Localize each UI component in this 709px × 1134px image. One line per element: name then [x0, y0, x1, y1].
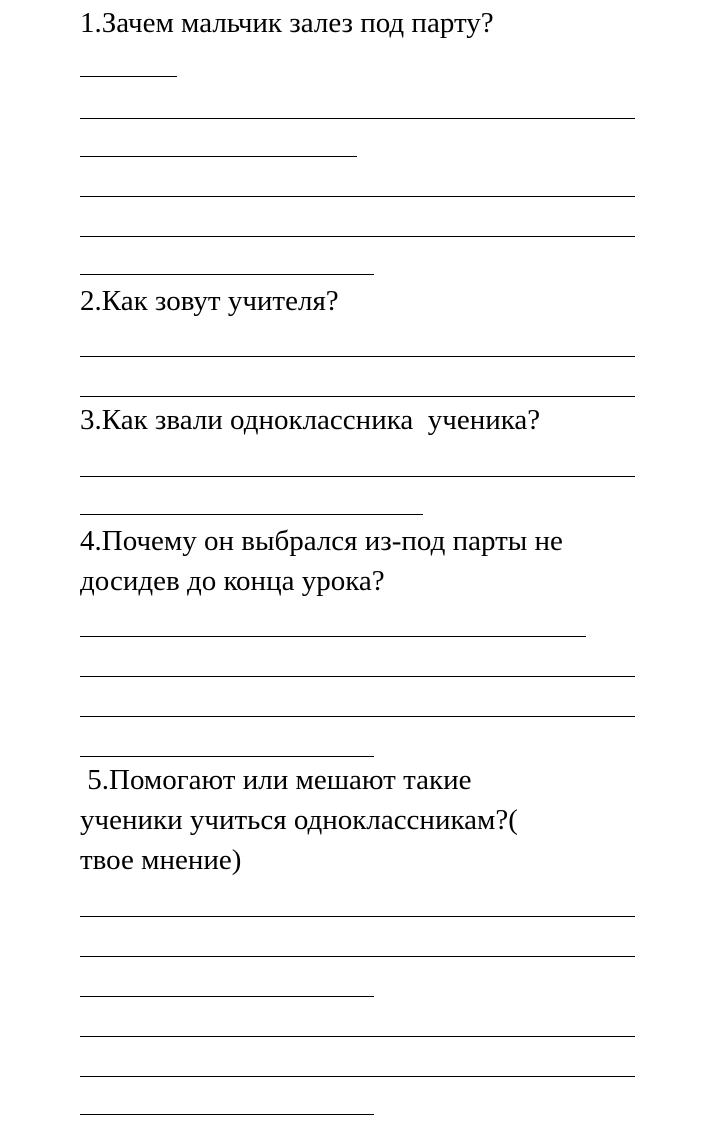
answer-line[interactable] [80, 916, 635, 917]
answer-line[interactable] [80, 716, 635, 717]
answer-line[interactable] [80, 514, 423, 515]
answer-line[interactable] [80, 476, 635, 477]
answer-line[interactable] [80, 396, 635, 397]
question-4-text-line-1: 4.Почему он выбрался из-под парты не [80, 525, 563, 557]
question-1-text: 1.Зачем мальчик залез под парту? [80, 7, 494, 39]
answer-line[interactable] [80, 76, 177, 77]
answer-line[interactable] [80, 1114, 374, 1115]
question-5-text-line-1: 5.Помогают или мешают такие [80, 764, 472, 796]
answer-line[interactable] [80, 196, 635, 197]
answer-line[interactable] [80, 274, 374, 275]
answer-line[interactable] [80, 756, 374, 757]
question-5-text-line-2: ученики учиться одноклассникам?( [80, 804, 518, 836]
answer-line[interactable] [80, 996, 374, 997]
answer-line[interactable] [80, 236, 635, 237]
answer-line[interactable] [80, 356, 635, 357]
answer-line[interactable] [80, 956, 635, 957]
answer-line[interactable] [80, 676, 635, 677]
answer-line[interactable] [80, 118, 635, 119]
answer-line[interactable] [80, 636, 586, 637]
question-4-text-line-2: досидев до конца урока? [80, 565, 385, 597]
answer-line[interactable] [80, 1036, 635, 1037]
answer-line[interactable] [80, 156, 357, 157]
answer-line[interactable] [80, 1076, 635, 1077]
question-2-text: 2.Как зовут учителя? [80, 285, 339, 317]
question-3-text: 3.Как звали одноклассника ученика? [80, 404, 541, 436]
question-5-text-line-3: твое мнение) [80, 844, 242, 876]
